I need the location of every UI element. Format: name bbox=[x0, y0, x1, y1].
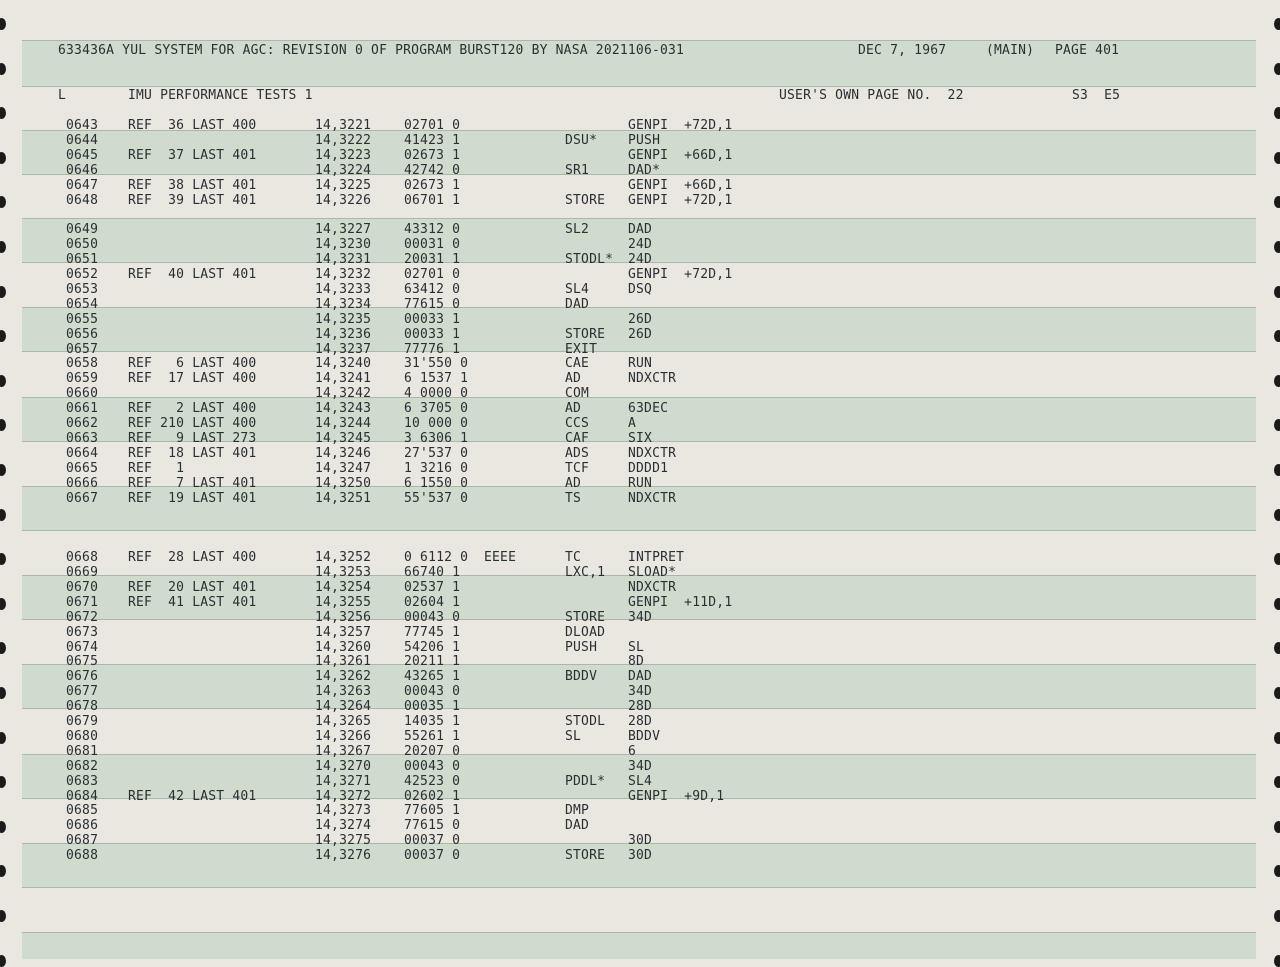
ref-field: REF 42 LAST 401 bbox=[128, 789, 257, 804]
paper-rule bbox=[22, 86, 1256, 87]
feed-hole bbox=[0, 910, 6, 922]
paper-rule bbox=[22, 932, 1256, 933]
feed-hole bbox=[0, 955, 6, 967]
octal-word: 4 0000 0 bbox=[404, 386, 469, 401]
type-code: L bbox=[58, 88, 67, 103]
feed-hole bbox=[0, 865, 6, 877]
feed-hole bbox=[0, 687, 6, 699]
octal-word: 20211 1 bbox=[404, 654, 461, 669]
header-page: PAGE 401 bbox=[1055, 43, 1120, 58]
opcode: STORE bbox=[565, 610, 606, 625]
opcode: DAD bbox=[565, 297, 590, 312]
operand: 30D bbox=[628, 848, 653, 863]
operand: 8D bbox=[628, 654, 645, 669]
line-number: 0659 bbox=[66, 371, 99, 386]
octal-word: 66740 1 bbox=[404, 565, 461, 580]
line-number: 0648 bbox=[66, 193, 99, 208]
ref-field: REF 210 LAST 400 bbox=[128, 416, 257, 431]
ref-field: REF 38 LAST 401 bbox=[128, 178, 257, 193]
ref-field: REF 19 LAST 401 bbox=[128, 491, 257, 506]
opcode: PUSH bbox=[565, 640, 598, 655]
octal-word: 00043 0 bbox=[404, 610, 461, 625]
opcode: DLOAD bbox=[565, 625, 606, 640]
ref-field: REF 41 LAST 401 bbox=[128, 595, 257, 610]
octal-word: 6 1550 0 bbox=[404, 476, 469, 491]
address: 14,3266 bbox=[315, 729, 372, 744]
line-number: 0660 bbox=[66, 386, 99, 401]
operand: SL4 bbox=[628, 774, 653, 789]
opcode: STODL* bbox=[565, 252, 614, 267]
address: 14,3260 bbox=[315, 640, 372, 655]
paper-rule bbox=[22, 351, 1256, 352]
feed-hole bbox=[1274, 910, 1280, 922]
line-number: 0669 bbox=[66, 565, 99, 580]
operand: GENPI +66D,1 bbox=[628, 178, 733, 193]
line-number: 0651 bbox=[66, 252, 99, 267]
paper-rule bbox=[22, 754, 1256, 755]
operand: 24D bbox=[628, 237, 653, 252]
operand: NDXCTR bbox=[628, 580, 677, 595]
opcode: CCS bbox=[565, 416, 590, 431]
operand: NDXCTR bbox=[628, 446, 677, 461]
feed-hole bbox=[1274, 419, 1280, 431]
feed-hole bbox=[0, 63, 6, 75]
operand: DAD bbox=[628, 222, 653, 237]
feed-hole bbox=[1274, 18, 1280, 30]
feed-hole bbox=[1274, 687, 1280, 699]
feed-hole bbox=[1274, 642, 1280, 654]
operand: 30D bbox=[628, 833, 653, 848]
octal-word: 1 3216 0 bbox=[404, 461, 469, 476]
opcode: CAE bbox=[565, 356, 590, 371]
paper-rule bbox=[22, 307, 1256, 308]
line-number: 0671 bbox=[66, 595, 99, 610]
address: 14,3243 bbox=[315, 401, 372, 416]
opcode: LXC,1 bbox=[565, 565, 606, 580]
address: 14,3264 bbox=[315, 699, 372, 714]
feed-hole bbox=[0, 419, 6, 431]
feed-hole bbox=[0, 821, 6, 833]
line-number: 0685 bbox=[66, 803, 99, 818]
ref-field: REF 9 LAST 273 bbox=[128, 431, 257, 446]
address: 14,3232 bbox=[315, 267, 372, 282]
line-number: 0670 bbox=[66, 580, 99, 595]
address: 14,3223 bbox=[315, 148, 372, 163]
ref-field: REF 17 LAST 400 bbox=[128, 371, 257, 386]
line-number: 0658 bbox=[66, 356, 99, 371]
address: 14,3255 bbox=[315, 595, 372, 610]
operand: GENPI +72D,1 bbox=[628, 193, 733, 208]
operand: DSQ bbox=[628, 282, 653, 297]
address: 14,3221 bbox=[315, 118, 372, 133]
opcode: DMP bbox=[565, 803, 590, 818]
octal-word: 14035 1 bbox=[404, 714, 461, 729]
sheet-codes: S3 E5 bbox=[1072, 88, 1121, 103]
line-number: 0683 bbox=[66, 774, 99, 789]
octal-word: 00037 0 bbox=[404, 833, 461, 848]
opcode: STODL bbox=[565, 714, 606, 729]
opcode: TCF bbox=[565, 461, 590, 476]
line-number: 0673 bbox=[66, 625, 99, 640]
octal-word: 55'537 0 bbox=[404, 491, 469, 506]
operand: GENPI +9D,1 bbox=[628, 789, 725, 804]
operand: NDXCTR bbox=[628, 491, 677, 506]
octal-word: 0 6112 0 bbox=[404, 550, 469, 565]
line-number: 0686 bbox=[66, 818, 99, 833]
address: 14,3247 bbox=[315, 461, 372, 476]
line-number: 0653 bbox=[66, 282, 99, 297]
feed-hole bbox=[1274, 152, 1280, 164]
address: 14,3222 bbox=[315, 133, 372, 148]
address: 14,3263 bbox=[315, 684, 372, 699]
address: 14,3242 bbox=[315, 386, 372, 401]
line-number: 0675 bbox=[66, 654, 99, 669]
ref-field: REF 28 LAST 400 bbox=[128, 550, 257, 565]
address: 14,3233 bbox=[315, 282, 372, 297]
label: EEEE bbox=[484, 550, 517, 565]
address: 14,3225 bbox=[315, 178, 372, 193]
users-page-number: USER'S OWN PAGE NO. 22 bbox=[779, 88, 964, 103]
address: 14,3226 bbox=[315, 193, 372, 208]
feed-hole bbox=[1274, 598, 1280, 610]
line-number: 0676 bbox=[66, 669, 99, 684]
feed-hole bbox=[1274, 821, 1280, 833]
octal-word: 02602 1 bbox=[404, 789, 461, 804]
feed-hole bbox=[1274, 330, 1280, 342]
page-subtitle: IMU PERFORMANCE TESTS 1 bbox=[128, 88, 313, 103]
line-number: 0650 bbox=[66, 237, 99, 252]
ref-field: REF 18 LAST 401 bbox=[128, 446, 257, 461]
operand: DAD* bbox=[628, 163, 661, 178]
feed-hole bbox=[0, 553, 6, 565]
line-number: 0646 bbox=[66, 163, 99, 178]
address: 14,3234 bbox=[315, 297, 372, 312]
operand: NDXCTR bbox=[628, 371, 677, 386]
feed-hole bbox=[0, 18, 6, 30]
line-number: 0677 bbox=[66, 684, 99, 699]
ref-field: REF 40 LAST 401 bbox=[128, 267, 257, 282]
octal-word: 00033 1 bbox=[404, 327, 461, 342]
octal-word: 6 1537 1 bbox=[404, 371, 469, 386]
ref-field: REF 37 LAST 401 bbox=[128, 148, 257, 163]
address: 14,3237 bbox=[315, 342, 372, 357]
ref-field: REF 7 LAST 401 bbox=[128, 476, 257, 491]
paper-rule bbox=[22, 40, 1256, 41]
address: 14,3265 bbox=[315, 714, 372, 729]
octal-word: 20207 0 bbox=[404, 744, 461, 759]
ref-field: REF 39 LAST 401 bbox=[128, 193, 257, 208]
operand: 24D bbox=[628, 252, 653, 267]
paper-rule bbox=[22, 218, 1256, 219]
operand: GENPI +66D,1 bbox=[628, 148, 733, 163]
ref-field: REF 1 bbox=[128, 461, 185, 476]
operand: 63DEC bbox=[628, 401, 669, 416]
address: 14,3274 bbox=[315, 818, 372, 833]
feed-hole bbox=[0, 776, 6, 788]
ref-field: REF 6 LAST 400 bbox=[128, 356, 257, 371]
feed-hole bbox=[0, 375, 6, 387]
feed-hole bbox=[1274, 107, 1280, 119]
address: 14,3267 bbox=[315, 744, 372, 759]
opcode: ADS bbox=[565, 446, 590, 461]
opcode: COM bbox=[565, 386, 590, 401]
ref-field: REF 20 LAST 401 bbox=[128, 580, 257, 595]
operand: 34D bbox=[628, 610, 653, 625]
address: 14,3244 bbox=[315, 416, 372, 431]
feed-hole bbox=[1274, 63, 1280, 75]
operand: SL bbox=[628, 640, 645, 655]
address: 14,3276 bbox=[315, 848, 372, 863]
feed-hole bbox=[1274, 955, 1280, 967]
line-number: 0681 bbox=[66, 744, 99, 759]
opcode: SL4 bbox=[565, 282, 590, 297]
line-number: 0664 bbox=[66, 446, 99, 461]
feed-hole bbox=[0, 330, 6, 342]
line-number: 0680 bbox=[66, 729, 99, 744]
octal-word: 20031 1 bbox=[404, 252, 461, 267]
address: 14,3261 bbox=[315, 654, 372, 669]
opcode: TC bbox=[565, 550, 582, 565]
paper-rule bbox=[22, 530, 1256, 531]
line-number: 0665 bbox=[66, 461, 99, 476]
octal-word: 43312 0 bbox=[404, 222, 461, 237]
feed-hole bbox=[1274, 732, 1280, 744]
opcode: STORE bbox=[565, 193, 606, 208]
line-number: 0645 bbox=[66, 148, 99, 163]
operand: RUN bbox=[628, 356, 653, 371]
octal-word: 02537 1 bbox=[404, 580, 461, 595]
line-number: 0666 bbox=[66, 476, 99, 491]
operand: DAD bbox=[628, 669, 653, 684]
feed-hole bbox=[1274, 509, 1280, 521]
line-number: 0661 bbox=[66, 401, 99, 416]
operand: GENPI +72D,1 bbox=[628, 118, 733, 133]
octal-word: 77776 1 bbox=[404, 342, 461, 357]
line-number: 0644 bbox=[66, 133, 99, 148]
octal-word: 00043 0 bbox=[404, 759, 461, 774]
octal-word: 02673 1 bbox=[404, 148, 461, 163]
octal-word: 27'537 0 bbox=[404, 446, 469, 461]
line-number: 0667 bbox=[66, 491, 99, 506]
octal-word: 54206 1 bbox=[404, 640, 461, 655]
operand: 28D bbox=[628, 714, 653, 729]
feed-hole bbox=[0, 732, 6, 744]
address: 14,3236 bbox=[315, 327, 372, 342]
octal-word: 43265 1 bbox=[404, 669, 461, 684]
octal-word: 42523 0 bbox=[404, 774, 461, 789]
line-number: 0684 bbox=[66, 789, 99, 804]
operand: A bbox=[628, 416, 637, 431]
address: 14,3254 bbox=[315, 580, 372, 595]
operand: 28D bbox=[628, 699, 653, 714]
address: 14,3273 bbox=[315, 803, 372, 818]
address: 14,3231 bbox=[315, 252, 372, 267]
paper-band bbox=[22, 932, 1256, 959]
octal-word: 00033 1 bbox=[404, 312, 461, 327]
address: 14,3270 bbox=[315, 759, 372, 774]
address: 14,3272 bbox=[315, 789, 372, 804]
operand: DDDD1 bbox=[628, 461, 669, 476]
octal-word: 00037 0 bbox=[404, 848, 461, 863]
address: 14,3257 bbox=[315, 625, 372, 640]
operand: PUSH bbox=[628, 133, 661, 148]
address: 14,3252 bbox=[315, 550, 372, 565]
opcode: AD bbox=[565, 401, 582, 416]
feed-hole bbox=[0, 509, 6, 521]
opcode: TS bbox=[565, 491, 582, 506]
octal-word: 31'550 0 bbox=[404, 356, 469, 371]
feed-hole bbox=[1274, 241, 1280, 253]
feed-hole bbox=[0, 286, 6, 298]
operand: RUN bbox=[628, 476, 653, 491]
address: 14,3241 bbox=[315, 371, 372, 386]
opcode: STORE bbox=[565, 848, 606, 863]
line-number: 0678 bbox=[66, 699, 99, 714]
octal-word: 02701 0 bbox=[404, 118, 461, 133]
feed-hole bbox=[1274, 286, 1280, 298]
header-section: (MAIN) bbox=[986, 43, 1035, 58]
address: 14,3250 bbox=[315, 476, 372, 491]
opcode: PDDL* bbox=[565, 774, 606, 789]
header-date: DEC 7, 1967 bbox=[858, 43, 947, 58]
feed-hole bbox=[0, 241, 6, 253]
octal-word: 55261 1 bbox=[404, 729, 461, 744]
opcode: DAD bbox=[565, 818, 590, 833]
operand: 26D bbox=[628, 312, 653, 327]
line-number: 0649 bbox=[66, 222, 99, 237]
address: 14,3224 bbox=[315, 163, 372, 178]
feed-hole bbox=[1274, 776, 1280, 788]
feed-hole bbox=[0, 464, 6, 476]
octal-word: 63412 0 bbox=[404, 282, 461, 297]
opcode: DSU* bbox=[565, 133, 598, 148]
line-number: 0668 bbox=[66, 550, 99, 565]
opcode: SL bbox=[565, 729, 582, 744]
address: 14,3262 bbox=[315, 669, 372, 684]
octal-word: 41423 1 bbox=[404, 133, 461, 148]
line-number: 0647 bbox=[66, 178, 99, 193]
octal-word: 10 000 0 bbox=[404, 416, 469, 431]
line-number: 0674 bbox=[66, 640, 99, 655]
line-number: 0688 bbox=[66, 848, 99, 863]
address: 14,3256 bbox=[315, 610, 372, 625]
address: 14,3251 bbox=[315, 491, 372, 506]
line-number: 0655 bbox=[66, 312, 99, 327]
feed-hole bbox=[0, 642, 6, 654]
line-number: 0682 bbox=[66, 759, 99, 774]
octal-word: 77615 0 bbox=[404, 297, 461, 312]
line-number: 0643 bbox=[66, 118, 99, 133]
operand: BDDV bbox=[628, 729, 661, 744]
octal-word: 02604 1 bbox=[404, 595, 461, 610]
octal-word: 02673 1 bbox=[404, 178, 461, 193]
octal-word: 6 3705 0 bbox=[404, 401, 469, 416]
operand: GENPI +72D,1 bbox=[628, 267, 733, 282]
operand: 26D bbox=[628, 327, 653, 342]
feed-hole bbox=[1274, 865, 1280, 877]
feed-hole bbox=[1274, 464, 1280, 476]
line-number: 0657 bbox=[66, 342, 99, 357]
paper-rule bbox=[22, 397, 1256, 398]
feed-hole bbox=[1274, 375, 1280, 387]
octal-word: 00043 0 bbox=[404, 684, 461, 699]
opcode: AD bbox=[565, 476, 582, 491]
opcode: SR1 bbox=[565, 163, 590, 178]
octal-word: 42742 0 bbox=[404, 163, 461, 178]
feed-hole bbox=[0, 107, 6, 119]
address: 14,3246 bbox=[315, 446, 372, 461]
octal-word: 00035 1 bbox=[404, 699, 461, 714]
line-number: 0672 bbox=[66, 610, 99, 625]
octal-word: 02701 0 bbox=[404, 267, 461, 282]
opcode: SL2 bbox=[565, 222, 590, 237]
operand: 34D bbox=[628, 684, 653, 699]
address: 14,3271 bbox=[315, 774, 372, 789]
line-number: 0663 bbox=[66, 431, 99, 446]
octal-word: 06701 1 bbox=[404, 193, 461, 208]
octal-word: 77615 0 bbox=[404, 818, 461, 833]
opcode: EXIT bbox=[565, 342, 598, 357]
feed-hole bbox=[0, 196, 6, 208]
address: 14,3235 bbox=[315, 312, 372, 327]
ref-field: REF 2 LAST 400 bbox=[128, 401, 257, 416]
feed-hole bbox=[0, 152, 6, 164]
paper-rule bbox=[22, 887, 1256, 888]
opcode: AD bbox=[565, 371, 582, 386]
address: 14,3230 bbox=[315, 237, 372, 252]
line-number: 0654 bbox=[66, 297, 99, 312]
octal-word: 00031 0 bbox=[404, 237, 461, 252]
feed-hole bbox=[1274, 553, 1280, 565]
opcode: STORE bbox=[565, 327, 606, 342]
operand: 34D bbox=[628, 759, 653, 774]
address: 14,3275 bbox=[315, 833, 372, 848]
opcode: CAF bbox=[565, 431, 590, 446]
feed-hole bbox=[0, 598, 6, 610]
octal-word: 3 6306 1 bbox=[404, 431, 469, 446]
address: 14,3227 bbox=[315, 222, 372, 237]
line-number: 0679 bbox=[66, 714, 99, 729]
operand: SIX bbox=[628, 431, 653, 446]
operand: SLOAD* bbox=[628, 565, 677, 580]
opcode: BDDV bbox=[565, 669, 598, 684]
operand: GENPI +11D,1 bbox=[628, 595, 733, 610]
operand: INTPRET bbox=[628, 550, 685, 565]
address: 14,3245 bbox=[315, 431, 372, 446]
ref-field: REF 36 LAST 400 bbox=[128, 118, 257, 133]
operand: 6 bbox=[628, 744, 637, 759]
line-number: 0656 bbox=[66, 327, 99, 342]
feed-hole bbox=[1274, 196, 1280, 208]
octal-word: 77745 1 bbox=[404, 625, 461, 640]
octal-word: 77605 1 bbox=[404, 803, 461, 818]
address: 14,3240 bbox=[315, 356, 372, 371]
line-number: 0652 bbox=[66, 267, 99, 282]
header-title: 633436A YUL SYSTEM FOR AGC: REVISION 0 OF PROGRAM BURST120 BY NASA 2021106-031 bbox=[58, 43, 685, 58]
line-number: 0687 bbox=[66, 833, 99, 848]
line-number: 0662 bbox=[66, 416, 99, 431]
address: 14,3253 bbox=[315, 565, 372, 580]
